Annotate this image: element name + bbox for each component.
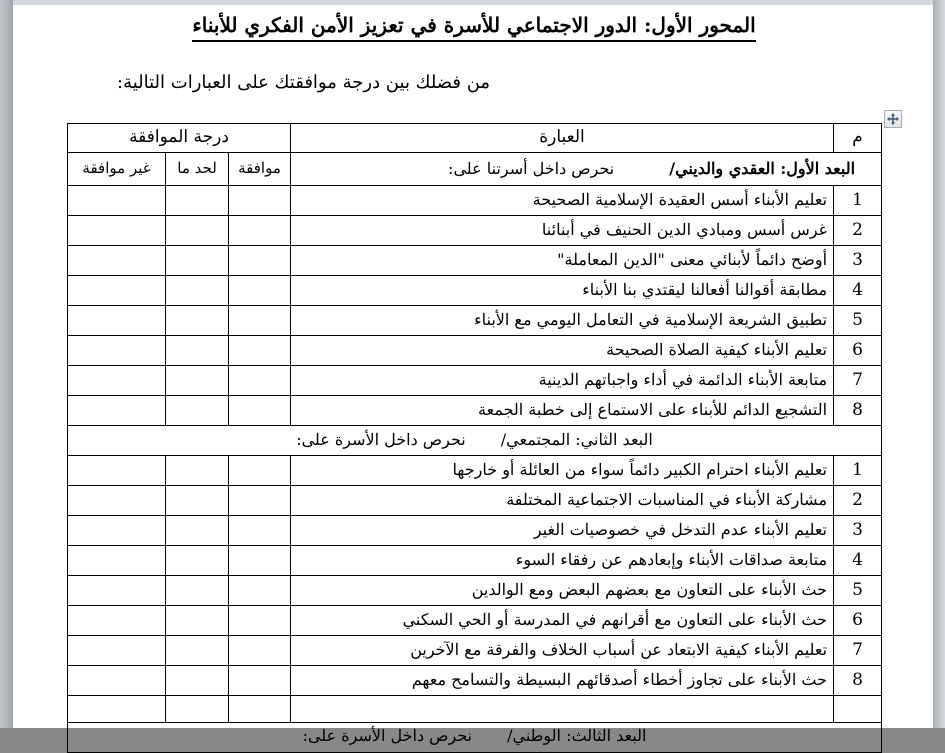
row-statement: حث الأبناء على التعاون مع بعضهم البعض ومع الوالدين xyxy=(291,576,834,606)
table-row xyxy=(68,306,882,336)
section1-header-row xyxy=(68,153,882,186)
instruction-line xyxy=(67,72,881,93)
row-statement: مشاركة الأبناء في المناسبات الاجتماعية المختلفة xyxy=(291,486,834,516)
table-row xyxy=(68,606,882,636)
answer-agree-cell[interactable] xyxy=(229,246,291,276)
right-scroll-margin xyxy=(933,0,945,728)
answer-disagree-cell[interactable] xyxy=(68,396,166,426)
header-agreement-degree: درجة الموافقة xyxy=(68,124,291,153)
answer-disagree-cell[interactable] xyxy=(68,636,166,666)
answer-agree-cell[interactable] xyxy=(229,366,291,396)
row-number: 6 xyxy=(834,336,882,366)
table-header-row xyxy=(68,124,882,153)
row-statement: تعليم الأبناء كيفية الصلاة الصحيحة xyxy=(291,336,834,366)
row-number: 2 xyxy=(834,216,882,246)
row-number: 7 xyxy=(834,366,882,396)
answer-agree-cell[interactable] xyxy=(229,606,291,636)
row-number: 8 xyxy=(834,396,882,426)
empty-row xyxy=(68,696,882,723)
answer-disagree-cell[interactable] xyxy=(68,276,166,306)
table-row xyxy=(68,366,882,396)
answer-somewhat-cell[interactable] xyxy=(166,306,229,336)
section2-title-cell xyxy=(68,426,882,456)
answer-agree-cell[interactable] xyxy=(229,186,291,216)
answer-disagree-cell[interactable] xyxy=(68,576,166,606)
answer-disagree-cell[interactable] xyxy=(68,456,166,486)
section3-title-cell xyxy=(68,723,882,753)
table-row xyxy=(68,546,882,576)
table-row xyxy=(68,336,882,366)
answer-somewhat-cell[interactable] xyxy=(166,456,229,486)
header-agree: موافقة xyxy=(229,153,291,186)
answer-disagree-cell[interactable] xyxy=(68,216,166,246)
row-number: 8 xyxy=(834,666,882,696)
row-number: 1 xyxy=(834,186,882,216)
answer-agree-cell[interactable] xyxy=(229,396,291,426)
section3-header-row xyxy=(68,723,882,753)
answer-somewhat-cell[interactable] xyxy=(166,636,229,666)
answer-disagree-cell[interactable] xyxy=(68,336,166,366)
row-statement: متابعة الأبناء الدائمة في أداء واجباتهم الدينية xyxy=(291,366,834,396)
row-statement: تعليم الأبناء كيفية الابتعاد عن أسباب الخلاف والفرقة مع الآخرين xyxy=(291,636,834,666)
answer-somewhat-cell[interactable] xyxy=(166,366,229,396)
row-number: 2 xyxy=(834,486,882,516)
row-statement: أوضح دائماً لأبنائي معنى "الدين المعاملة" xyxy=(291,246,834,276)
row-number: 3 xyxy=(834,516,882,546)
section2-title-main: البعد الثاني: المجتمعي/ xyxy=(500,430,653,450)
answer-disagree-cell[interactable] xyxy=(68,366,166,396)
section1-title-rest: نحرص داخل أسرتنا على: xyxy=(448,158,615,178)
page-top-margin xyxy=(0,0,945,5)
answer-somewhat-cell[interactable] xyxy=(166,186,229,216)
answer-somewhat-cell[interactable] xyxy=(166,486,229,516)
row-statement: حث الأبناء على التعاون مع أقرانهم في المدرسة أو الحي السكني xyxy=(291,606,834,636)
answer-somewhat-cell[interactable] xyxy=(166,666,229,696)
answer-disagree-cell[interactable] xyxy=(68,306,166,336)
table-row xyxy=(68,276,882,306)
answer-somewhat-cell[interactable] xyxy=(166,516,229,546)
answer-agree-cell[interactable] xyxy=(229,666,291,696)
table-row xyxy=(68,216,882,246)
header-somewhat: لحد ما xyxy=(166,153,229,186)
row-statement: تعليم الأبناء احترام الكبير دائماً سواء من العائلة أو خارجها xyxy=(291,456,834,486)
header-statement: العبارة xyxy=(291,124,834,153)
answer-somewhat-cell[interactable] xyxy=(166,546,229,576)
section3-title-rest: نحرص داخل الأسرة على: xyxy=(302,726,473,745)
answer-disagree-cell[interactable] xyxy=(68,246,166,276)
table-move-handle[interactable] xyxy=(884,110,902,128)
row-statement: غرس أسس ومبادي الدين الحنيف في أبنائنا xyxy=(291,216,834,246)
answer-disagree-cell[interactable] xyxy=(68,186,166,216)
row-statement: التشجيع الدائم للأبناء على الاستماع إلى خطبة الجمعة xyxy=(291,396,834,426)
table-row xyxy=(68,516,882,546)
section1-title-cell xyxy=(291,153,882,186)
table-row xyxy=(68,186,882,216)
answer-agree-cell[interactable] xyxy=(229,516,291,546)
answer-agree-cell[interactable] xyxy=(229,486,291,516)
row-statement: حث الأبناء على تجاوز أخطاء أصدقائهم البسيطة والتسامح معهم xyxy=(291,666,834,696)
header-disagree: غير موافقة xyxy=(68,153,166,186)
empty-number-cell xyxy=(834,696,882,723)
answer-disagree-cell[interactable] xyxy=(68,666,166,696)
answer-disagree-cell[interactable] xyxy=(68,546,166,576)
move-icon xyxy=(887,113,899,125)
section1-title-main: البعد الأول: العقدي والديني/ xyxy=(669,158,856,178)
answer-agree-cell[interactable] xyxy=(229,576,291,606)
table-row xyxy=(68,396,882,426)
answer-somewhat-cell[interactable] xyxy=(166,696,229,723)
table-row xyxy=(68,246,882,276)
answer-somewhat-cell[interactable] xyxy=(166,606,229,636)
table-row xyxy=(68,666,882,696)
table-row xyxy=(68,486,882,516)
answer-agree-cell[interactable] xyxy=(229,696,291,723)
page-title-text: المحور الأول: الدور الاجتماعي للأسرة في تعزيز الأمن الفكري للأبناء xyxy=(192,13,755,42)
page-title xyxy=(67,13,881,37)
row-statement: تعليم الأبناء أسس العقيدة الإسلامية الصحيحة xyxy=(291,186,834,216)
row-number: 3 xyxy=(834,246,882,276)
answer-somewhat-cell[interactable] xyxy=(166,396,229,426)
answer-agree-cell[interactable] xyxy=(229,276,291,306)
instruction-text: من فضلك بين درجة موافقتك على العبارات التالية: xyxy=(117,72,491,93)
empty-statement-cell xyxy=(291,696,834,723)
row-statement: متابعة صداقات الأبناء وإبعادهم عن رفقاء السوء xyxy=(291,546,834,576)
survey-table xyxy=(67,123,882,753)
section3-title-main: البعد الثالث: الوطني/ xyxy=(507,726,647,745)
answer-disagree-cell[interactable] xyxy=(68,486,166,516)
row-number: 4 xyxy=(834,276,882,306)
answer-agree-cell[interactable] xyxy=(229,456,291,486)
answer-agree-cell[interactable] xyxy=(229,636,291,666)
answer-disagree-cell[interactable] xyxy=(68,606,166,636)
answer-somewhat-cell[interactable] xyxy=(166,276,229,306)
table-row xyxy=(68,456,882,486)
answer-agree-cell[interactable] xyxy=(229,306,291,336)
header-number: م xyxy=(834,124,882,153)
row-statement: تعليم الأبناء عدم التدخل في خصوصيات الغير xyxy=(291,516,834,546)
left-scroll-margin xyxy=(0,0,13,728)
section2-header-row xyxy=(68,426,882,456)
answer-agree-cell[interactable] xyxy=(229,336,291,366)
answer-agree-cell[interactable] xyxy=(229,546,291,576)
row-number: 5 xyxy=(834,306,882,336)
table-row xyxy=(68,636,882,666)
answer-somewhat-cell[interactable] xyxy=(166,336,229,366)
table-row xyxy=(68,576,882,606)
answer-somewhat-cell[interactable] xyxy=(166,216,229,246)
row-number: 5 xyxy=(834,576,882,606)
answer-somewhat-cell[interactable] xyxy=(166,576,229,606)
row-statement: مطابقة أقوالنا أفعالنا ليقتدي بنا الأبناء xyxy=(291,276,834,306)
row-number: 7 xyxy=(834,636,882,666)
section2-title-rest: نحرص داخل الأسرة على: xyxy=(296,430,466,450)
answer-disagree-cell[interactable] xyxy=(68,696,166,723)
row-number: 4 xyxy=(834,546,882,576)
answer-agree-cell[interactable] xyxy=(229,216,291,246)
answer-somewhat-cell[interactable] xyxy=(166,246,229,276)
row-number: 6 xyxy=(834,606,882,636)
answer-disagree-cell[interactable] xyxy=(68,516,166,546)
row-number: 1 xyxy=(834,456,882,486)
row-statement: تطبيق الشريعة الإسلامية في التعامل اليومي مع الأبناء xyxy=(291,306,834,336)
